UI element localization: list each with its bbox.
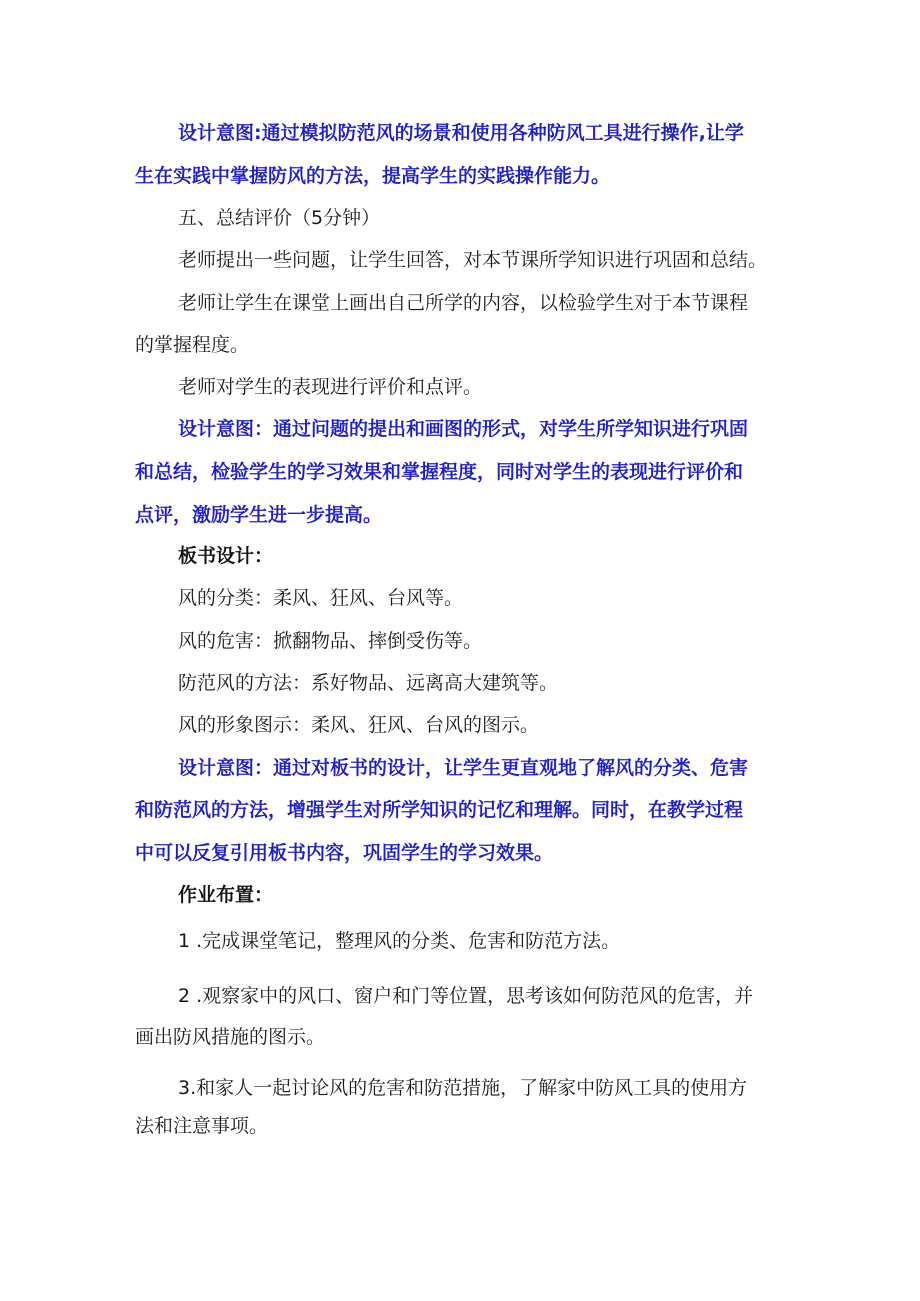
board-item-2: 风的危害：掀翻物品、摔倒受伤等。: [178, 630, 483, 652]
design-intent-1-line-1: 设计意图:通过模拟防范风的场景和使用各种防风工具进行操作,让学: [178, 122, 744, 144]
section-heading: 五、总结评价（5分钟）: [178, 207, 381, 229]
design-intent-2-line-3: 点评，激励学生进一步提高。: [135, 504, 383, 526]
design-intent-3-line-1: 设计意图：通过对板书的设计，让学生更直观地了解风的分类、危害: [178, 757, 749, 779]
design-intent-2-line-1: 设计意图：通过问题的提出和画图的形式，对学生所学知识进行巩固: [178, 418, 749, 440]
homework-item-3-line-1: 3.和家人一起讨论风的危害和防范措施，了解家中防风工具的使用方: [178, 1077, 748, 1099]
board-design-title: 板书设计：: [178, 545, 274, 567]
homework-title: 作业布置：: [178, 884, 274, 906]
homework-item-3-line-2: 法和注意事项。: [135, 1115, 269, 1137]
board-item-3: 防范风的方法：系好物品、远离高大建筑等。: [178, 672, 559, 694]
homework-item-2-line-1: 2 .观察家中的风口、窗户和门等位置，思考该如何防范风的危害，并: [178, 985, 754, 1007]
homework-item-2-line-2: 画出防风措施的图示。: [135, 1026, 326, 1048]
paragraph-2-line-2: 的掌握程度。: [135, 334, 250, 356]
design-intent-2-line-2: 和总结，检验学生的学习效果和掌握程度，同时对学生的表现进行评价和: [135, 461, 744, 483]
paragraph-2-line-1: 老师让学生在课堂上画出自己所学的内容，以检验学生对于本节课程: [178, 292, 749, 314]
design-intent-3-line-2: 和防范风的方法，增强学生对所学知识的记忆和理解。同时，在教学过程: [135, 799, 744, 821]
board-item-1: 风的分类：柔风、狂风、台风等。: [178, 587, 464, 609]
board-item-4: 风的形象图示：柔风、狂风、台风的图示。: [178, 714, 540, 736]
design-intent-1-line-2: 生在实践中掌握防风的方法，提高学生的实践操作能力。: [135, 165, 611, 187]
homework-item-1: 1 .完成课堂笔记，整理风的分类、危害和防范方法。: [178, 930, 621, 952]
paragraph-1: 老师提出一些问题，让学生回答，对本节课所学知识进行巩固和总结。: [178, 249, 768, 271]
design-intent-3-line-3: 中可以反复引用板书内容，巩固学生的学习效果。: [135, 842, 554, 864]
paragraph-3: 老师对学生的表现进行评价和点评。: [178, 376, 483, 398]
